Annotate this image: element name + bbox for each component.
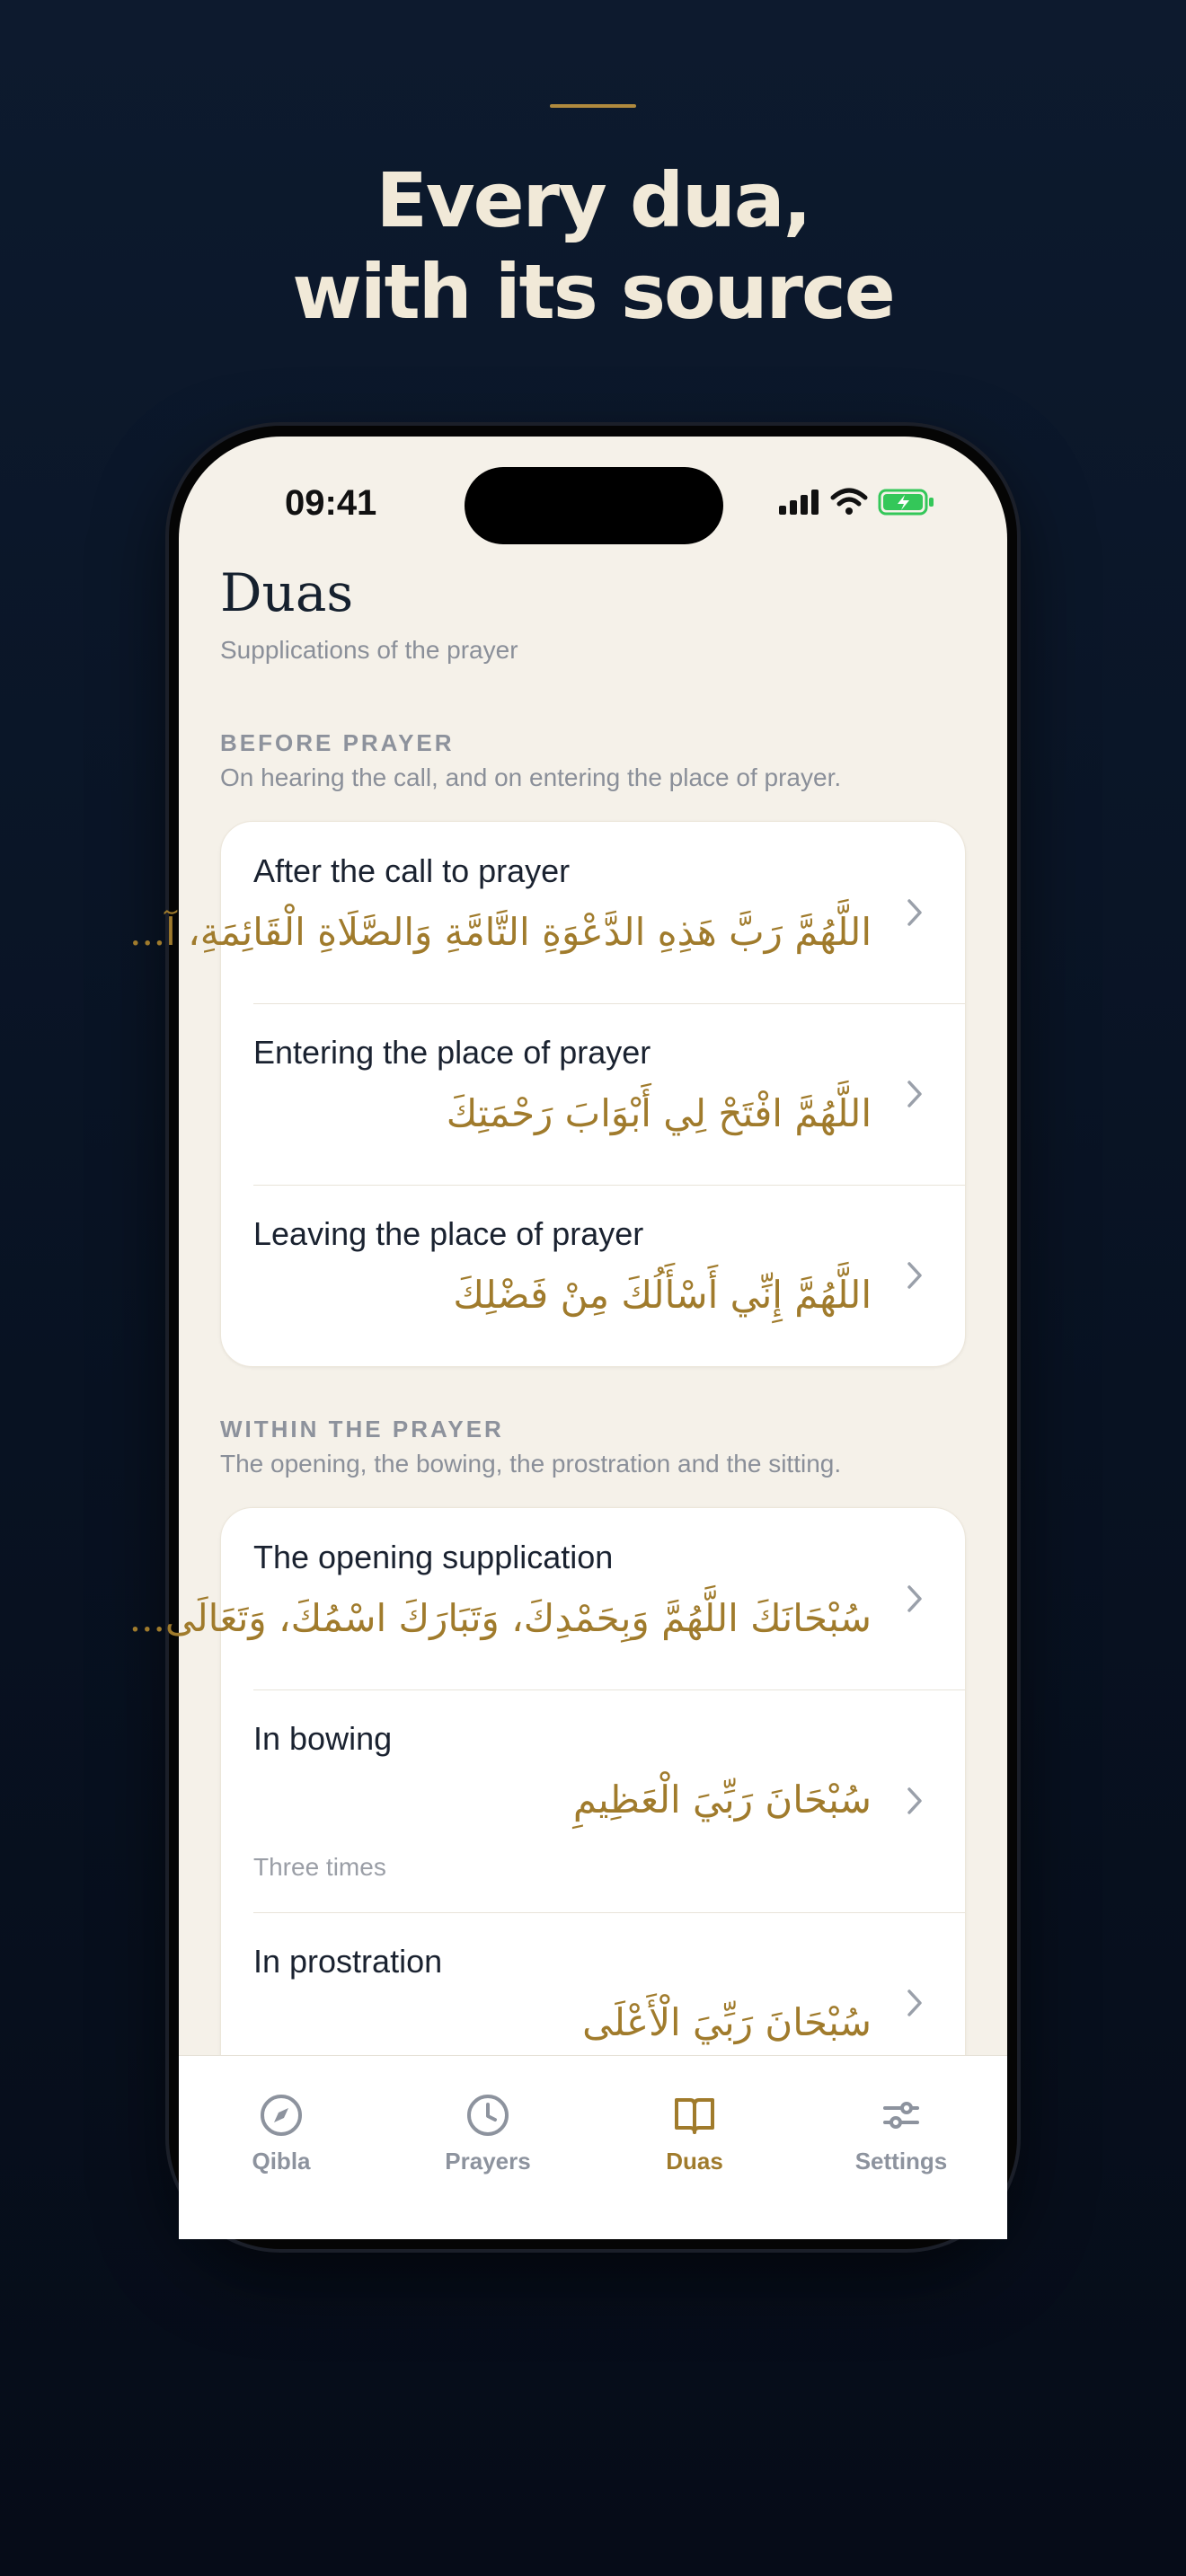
dua-title: Leaving the place of prayer <box>253 1215 644 1252</box>
chevron-right-icon <box>906 1988 925 2018</box>
dua-row-opening[interactable] <box>128 1508 965 1689</box>
dua-arabic: سُبْحَانَكَ اللَّهُمَّ وَبِحَمْدِكَ، وَتَبَارَكَ اسْمُكَ، وَتَعَالَى... <box>128 1596 872 1640</box>
clock-icon <box>465 2092 511 2139</box>
status-icons <box>779 489 935 516</box>
status-bar <box>179 437 1007 544</box>
accent-line <box>550 104 636 108</box>
phone-frame <box>128 426 1017 2249</box>
dua-arabic: سُبْحَانَ رَبِّيَ الْعَظِيمِ <box>572 1778 872 1822</box>
tab-qibla[interactable] <box>191 2092 371 2175</box>
dua-row-bowing[interactable] <box>221 1689 965 1912</box>
tab-label: Settings <box>854 2148 948 2175</box>
chevron-right-icon <box>906 1786 925 1816</box>
section-label-within-prayer: WITHIN THE PRAYER <box>220 1416 504 1442</box>
dua-title: Entering the place of prayer <box>253 1034 651 1071</box>
tab-label: Qibla <box>252 2148 311 2175</box>
dua-row-entering[interactable] <box>221 1003 965 1185</box>
dynamic-island <box>465 467 723 544</box>
dua-title: The opening supplication <box>253 1539 614 1575</box>
status-time: 09:41 <box>285 483 377 523</box>
dua-title: After the call to prayer <box>253 852 571 889</box>
compass-icon <box>258 2092 305 2139</box>
headline-line-1: Every dua, <box>376 156 810 244</box>
dua-note: Three times <box>253 1853 386 1881</box>
tab-label: Duas <box>666 2148 723 2175</box>
card-before-prayer <box>129 821 966 1367</box>
dua-row-after-call[interactable] <box>129 822 965 1003</box>
headline-line-2: with its source <box>292 248 894 336</box>
chevron-right-icon <box>906 897 925 928</box>
phone-screen <box>128 437 1007 2238</box>
dua-arabic: اللَّهُمَّ رَبَّ هَذِهِ الدَّعْوَةِ التَّامَّةِ وَالصَّلَاةِ الْقَائِمَةِ، آ... <box>129 910 872 954</box>
chevron-right-icon <box>906 1260 925 1291</box>
page-subtitle: Supplications of the prayer <box>220 636 518 664</box>
battery-icon <box>878 489 935 516</box>
tab-prayers[interactable] <box>398 2092 578 2175</box>
dua-arabic: اللَّهُمَّ إِنِّي أَسْأَلُكَ مِنْ فَضْلِكَ <box>453 1273 872 1317</box>
dua-row-leaving[interactable] <box>221 1185 965 1366</box>
dua-title: In prostration <box>253 1943 443 1980</box>
dua-title: In bowing <box>253 1720 393 1757</box>
headline <box>0 154 1186 338</box>
wifi-icon <box>831 489 867 516</box>
page-title: Duas <box>220 562 354 623</box>
tab-label: Prayers <box>445 2148 531 2175</box>
dua-arabic: اللَّهُمَّ افْتَحْ لِي أَبْوَابَ رَحْمَتِكَ <box>446 1091 872 1135</box>
book-icon <box>671 2092 718 2139</box>
section-description-within-prayer: The opening, the bowing, the prostration and the sitting. <box>220 1450 842 1478</box>
card-within-prayer <box>128 1507 966 2095</box>
sliders-icon <box>878 2092 925 2139</box>
section-label-before-prayer: BEFORE PRAYER <box>220 729 455 756</box>
section-description-before-prayer: On hearing the call, and on entering the place of prayer. <box>220 763 842 791</box>
chevron-right-icon <box>906 1584 925 1614</box>
signal-icon <box>779 490 820 515</box>
chevron-right-icon <box>906 1079 925 1109</box>
tab-settings[interactable] <box>811 2092 991 2175</box>
dua-arabic: سُبْحَانَ رَبِّيَ الْأَعْلَى <box>582 2000 872 2044</box>
tab-bar <box>179 2055 1007 2239</box>
tab-duas[interactable] <box>605 2092 784 2175</box>
